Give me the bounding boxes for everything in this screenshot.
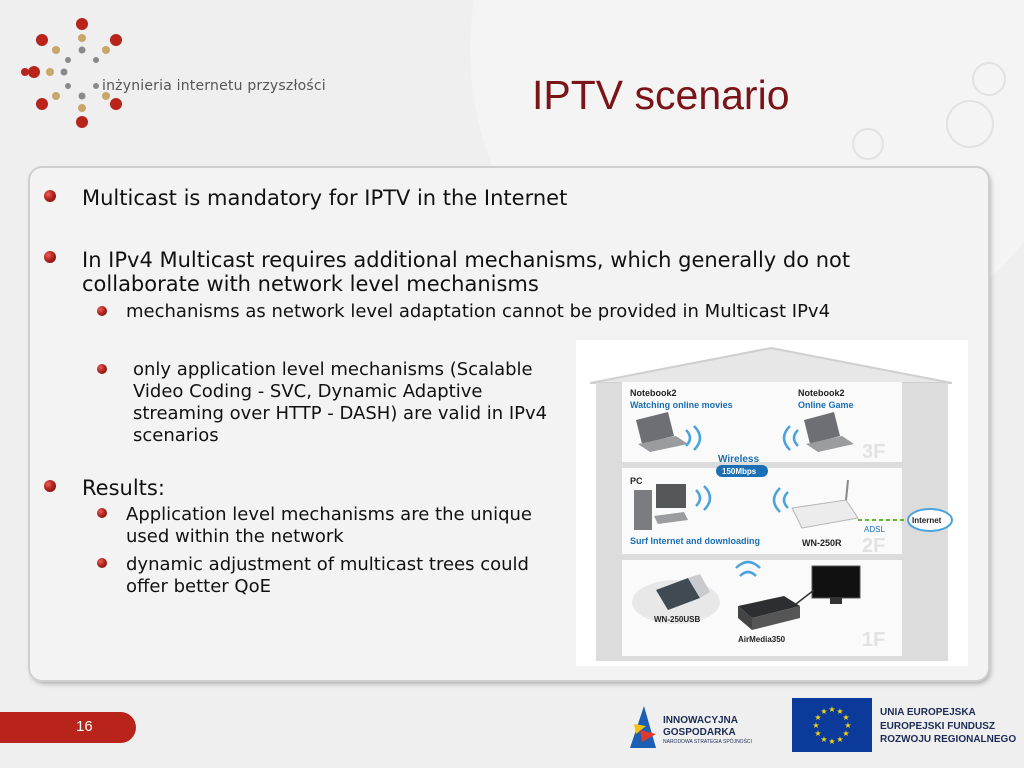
bullet-icon (44, 190, 56, 202)
svg-text:★: ★ (812, 721, 820, 730)
logo (20, 18, 360, 138)
list-item: Results: (82, 476, 165, 500)
background-ring (972, 62, 1006, 96)
speed-label: 150Mbps (722, 467, 757, 476)
bullet-icon (97, 558, 107, 568)
svg-text:★: ★ (820, 707, 828, 716)
airmedia-label: AirMedia350 (738, 635, 786, 644)
list-item: Multicast is mandatory for IPTV in the Internet (82, 186, 568, 210)
router-label: WN-250R (802, 538, 842, 548)
svg-text:★: ★ (842, 713, 850, 722)
slide-number-tab (0, 712, 136, 743)
floor3-right-title: Notebook2 (798, 388, 845, 398)
tv-icon (812, 566, 860, 604)
bullet-icon (44, 480, 56, 492)
svg-text:★: ★ (814, 713, 822, 722)
eu-line-2: EUROPEJSKI FUNDUSZ (880, 721, 996, 732)
svg-text:★: ★ (844, 721, 852, 730)
floor3-left-title: Notebook2 (630, 388, 677, 398)
bullet-icon (97, 306, 107, 316)
eu-line-3: ROZWOJU REGIONALNEGO (880, 734, 1017, 745)
floor1-label: 1F (862, 629, 886, 651)
svg-text:★: ★ (842, 729, 850, 738)
ig-line-1: INNOWACYJNA (663, 715, 739, 726)
eu-stars-icon (792, 698, 872, 752)
svg-text:★: ★ (836, 735, 844, 744)
bullet-icon (97, 508, 107, 518)
bullet-icon (97, 364, 107, 374)
logo-text: inżynieria internetu przyszłości (102, 78, 326, 94)
slide-number: 16 (76, 718, 93, 735)
list-item: dynamic adjustment of multicast trees could offer better QoE (126, 554, 529, 597)
network-diagram (576, 340, 968, 666)
ig-line-3: NARODOWA STRATEGIA SPÓJNOŚCI (663, 739, 752, 745)
svg-text:★: ★ (814, 729, 822, 738)
bullet-icon (44, 251, 56, 263)
svg-text:★: ★ (820, 735, 828, 744)
list-item: mechanisms as network level adaptation cannot be provided in Multicast IPv4 (126, 301, 831, 322)
floor2-label: 2F (862, 535, 886, 557)
eu-flag-icon (792, 698, 872, 752)
pc-label: PC (630, 476, 643, 486)
ig-star-logo-icon (626, 704, 662, 750)
svg-text:★: ★ (836, 707, 844, 716)
background-ring (852, 128, 884, 160)
eu-line-1: UNIA EUROPEJSKA (880, 707, 976, 718)
pc-sub-label: Surf Internet and downloading (630, 536, 760, 546)
svg-text:★: ★ (828, 705, 836, 714)
floor3-label: 3F (862, 441, 886, 463)
list-item: only application level mechanisms (Scalable Video Coding - SVC, Dynamic Adaptive streaming over HTTP - DASH) are valid in IPv4 scenarios (133, 359, 548, 446)
list-item: In IPv4 Multicast requires additional mechanisms, which generally do not collaborate with network level mechanisms (82, 248, 851, 296)
floor3-left-sub: Watching online movies (630, 400, 733, 410)
page-title: IPTV scenario (532, 72, 790, 118)
house-roof (590, 348, 952, 383)
ig-line-2: GOSPODARKA (663, 727, 736, 738)
background-ring (946, 100, 994, 148)
usb-label: WN-250USB (654, 615, 701, 624)
adsl-label: ADSL (864, 525, 885, 534)
floor3-right-sub: Online Game (798, 400, 854, 410)
internet-label: Internet (912, 516, 942, 525)
house-network-illustration (576, 340, 968, 666)
wireless-label: Wireless (718, 454, 760, 465)
svg-text:★: ★ (828, 737, 836, 746)
list-item: Application level mechanisms are the unique used within the network (126, 504, 533, 547)
